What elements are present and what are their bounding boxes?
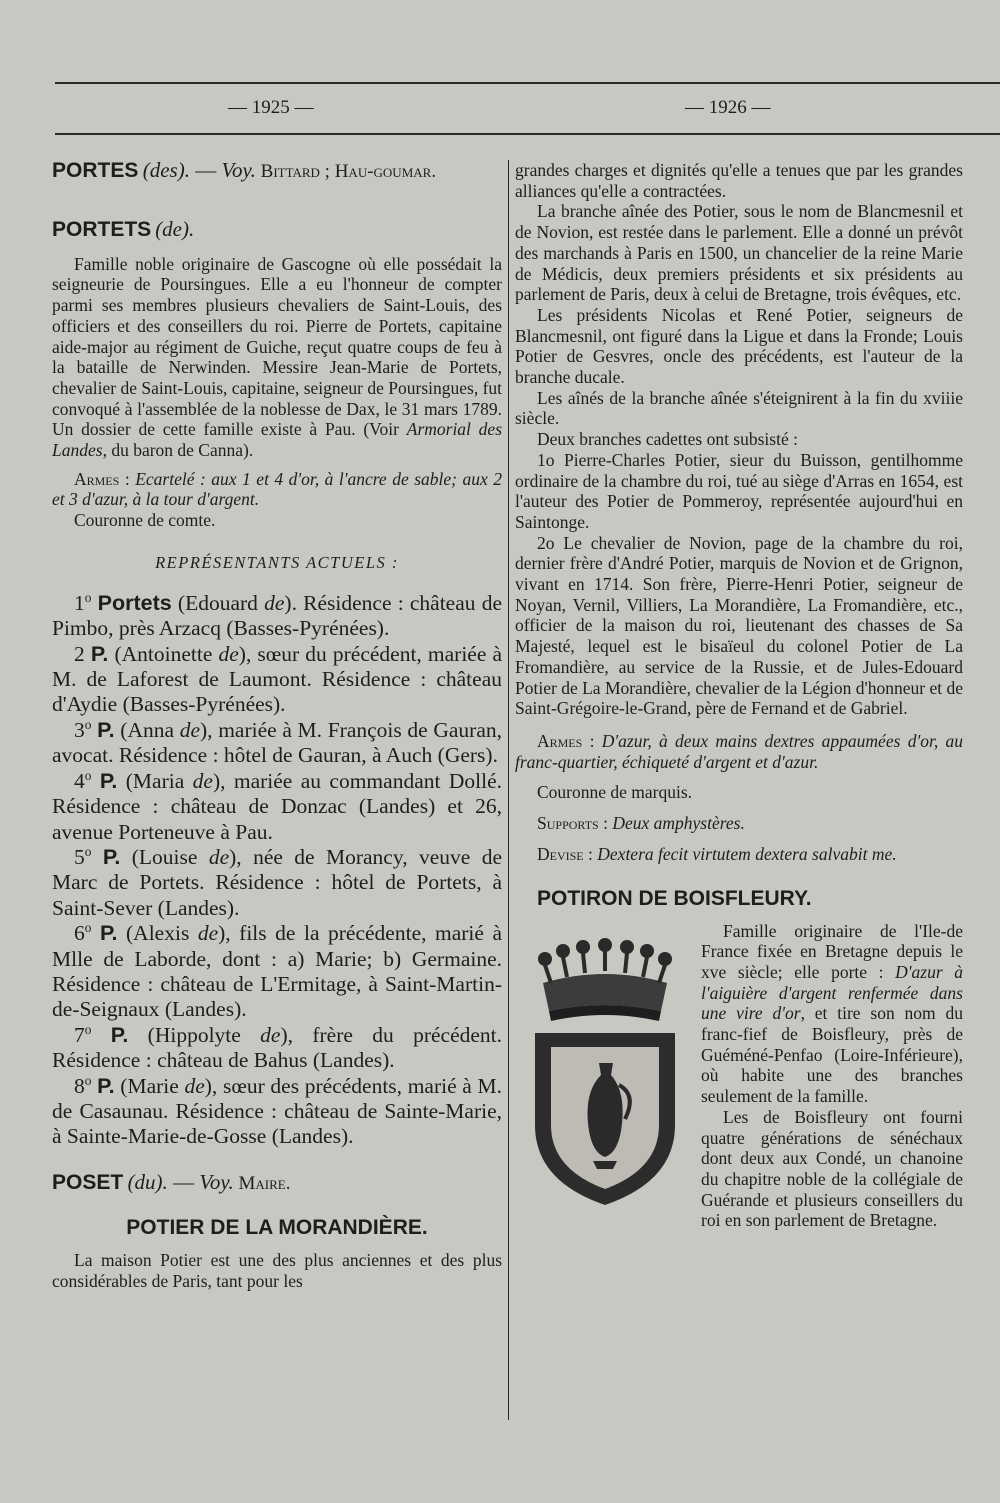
- right-page-number: — 1926 —: [685, 97, 771, 118]
- paragraph: 2o Le chevalier de Novion, page de la chambre du roi, dernier frère d'André Potier, marquis de Novion et de Grignon, vivant en 1714. Son frère, Pierre-Henri Potier, seigneur de Noyan, Vernil, Villiers, La Morandière, La Fromandière, etc., officier de la maison du roi, lieutenant des chasses de Sa Majesté, lequel est le bisaïeul du colonel Potier de La Fromandière, au service de la Russie, et de Jules-Edouard Potier de La Morandière, chevalier de la Légion d'honneur et de Saint-Grégoire-le-Grand, père de Fernand et de Gabriel.: [515, 532, 963, 719]
- paragraph: grandes charges et dignités qu'elle a tenues que par les grandes alliances qu'elle a contractées.: [515, 160, 963, 201]
- column-separator: [508, 160, 509, 1420]
- paragraph: Les présidents Nicolas et René Potier, seigneurs de Blancmesnil, ont figuré dans la Ligue et dans la Fronde; Louis Potier de Gesvres, oncle des précédents, est l'auteur de la branche ducale.: [515, 304, 963, 388]
- representatives-heading: REPRÉSENTANTS ACTUELS :: [155, 552, 399, 572]
- paragraph: La branche aînée des Potier, sous le nom de Blancmesnil et de Novion, est restée dans le parlement. Elle a donné un prévôt des marchands à Paris en 1500, un chancelier de la reine Marie de Médicis, deux premiers présidents et six présidents au parlement de Paris, deux à celui de Bretagne, trois évêques, etc.: [515, 201, 963, 305]
- entry-title: PORTETS: [52, 217, 152, 241]
- paragraph: Les aînés de la branche aînée s'éteignirent à la fin du xviiie siècle.: [515, 387, 963, 429]
- entry-portets-arms: Armes : Ecartelé : aux 1 et 4 d'or, à l'ancre de sable; aux 2 et 3 d'azur, à la tour d'argent.: [52, 468, 502, 510]
- potier-devise: Devise : Dextera fecit virtutem dextera salvabit me.: [537, 843, 897, 864]
- list-item: 7$^o$ P. (Hippolyte de), frère du précédent. Résidence : château de Bahus (Landes).: [52, 1021, 503, 1073]
- entry-potiron-body-2: Les de Boisfleury ont fourni quatre générations de sénéchaux dont deux aux Condé, un chanoine du chapitre noble de la collégiale de Guérande et plusieurs conseillers du roi en son parlement de Bretagne.: [701, 1106, 963, 1231]
- header-rule-top: [55, 82, 1000, 84]
- paragraph: Deux branches cadettes ont subsisté :: [537, 429, 798, 450]
- list-item: 1$^o$ Portets (Edouard de). Résidence : château de Pimbo, près Arzacq (Basses-Pyrénées).: [52, 589, 503, 641]
- list-item: 8$^o$ P. (Marie de), sœur des précédents, marié à M. de Casaunau. Résidence : château de Sainte-Marie, à Sainte-Marie-de-Gosse (Landes).: [52, 1072, 503, 1149]
- potier-supports: Supports : Deux amphystères.: [537, 813, 745, 834]
- representatives-list: [52, 591, 502, 1150]
- coat-of-arms-image: [521, 925, 689, 1210]
- list-item: 5$^o$ P. (Louise de), née de Morancy, veuve de Marc de Portets. Résidence : hôtel de Portets, à Saint-Sever (Landes).: [52, 843, 502, 920]
- potier-crown: Couronne de marquis.: [537, 782, 693, 803]
- header-rule-bottom: [55, 133, 1000, 135]
- entry-title: POSET: [52, 1170, 124, 1194]
- list-item: 4$^o$ P. (Maria de), mariée au commandant Dollé. Résidence : château de Donzac (Landes) et 26, avenue Porteneuve à Pau.: [52, 767, 502, 844]
- right-column: [515, 160, 963, 1231]
- entry-portets-crown: Couronne de comte.: [74, 510, 216, 531]
- entry-portes: PORTES (des). — Voy. Bittard ; Hau-goumar.: [52, 158, 437, 182]
- entry-potiron-heading: [515, 887, 963, 911]
- entry-potier-heading: [52, 1216, 502, 1240]
- entry-poset: POSET (du). — Voy. Maire.: [52, 1169, 291, 1194]
- list-item: 6$^o$ P. (Alexis de), fils de la précédente, marié à Mlle de Laborde, dont : a) Marie; b) Germaine. Résidence : château de L'Ermitage, à Saint-Martin-de-Seignaux (Landes).: [52, 919, 503, 1022]
- list-item: 3$^o$ P. (Anna de), mariée à M. François de Gauran, avocat. Résidence : hôtel de Gauran, à Auch (Gers).: [52, 716, 503, 768]
- entry-potiron-body: Famille originaire de l'Ile-de France fixée en Bretagne depuis le xve siècle; elle porte : D'azur à l'aiguière d'argent renfermée dans une vire d'or, et tire son nom du franc-fief de Boisfleury, près de Guéméné-Penfao (Loire-Inférieure), où habite une des branches seulement de la famille.: [701, 920, 963, 1107]
- entry-potier-intro: La maison Potier est une des plus anciennes et des plus considérables de Paris, tant pour les: [52, 1250, 502, 1292]
- entry-portets-heading: PORTETS (de).: [52, 216, 195, 241]
- list-item: 2 P. (Antoinette de), sœur du précédent, mariée à M. de Laforest de Laumont. Résidence : château d'Aydie (Basses-Pyrénées).: [52, 641, 503, 717]
- entry-title: POTIRON DE BOISFLEURY.: [537, 886, 812, 910]
- entry-title: POTIER DE LA MORANDIÈRE.: [126, 1216, 428, 1240]
- entry-title: PORTES: [52, 159, 139, 182]
- potier-arms: Armes : D'azur, à deux mains dextres appaumées d'or, au franc-quartier, échiqueté d'argent et d'azur.: [515, 730, 963, 772]
- left-page-number: — 1925 —: [228, 97, 314, 118]
- coronet-icon: [538, 938, 672, 1021]
- shield-icon: [535, 1033, 675, 1205]
- entry-portets-body: Famille noble originaire de Gascogne où elle possédait la seigneurie de Poursingues. Elle a eu l'honneur de compter parmi ses membres plusieurs chevaliers de Saint-Louis, des officiers et des conseillers du roi. Pierre de Portets, capitaine aide-major au régiment de Guiche, reçut quatre coups de feu à la bataille de Nerwinden. Messire Jean-Marie de Portets, chevalier de Saint-Louis, capitaine, seigneur de Poursingues, fut convoqué à l'assemblée de la noblesse de Dax, le 31 mars 1789. Un dossier de cette famille existe à Pau. (Voir Armorial des Landes, du baron de Canna).: [52, 253, 503, 461]
- left-column: [52, 160, 502, 1292]
- paragraph: 1o Pierre-Charles Potier, sieur du Buisson, gentilhomme ordinaire de la chambre du roi, tué au siège d'Arras en 1654, est l'auteur des Potier de Pommeroy, représentée aujourd'hui en Saintonge.: [515, 449, 963, 532]
